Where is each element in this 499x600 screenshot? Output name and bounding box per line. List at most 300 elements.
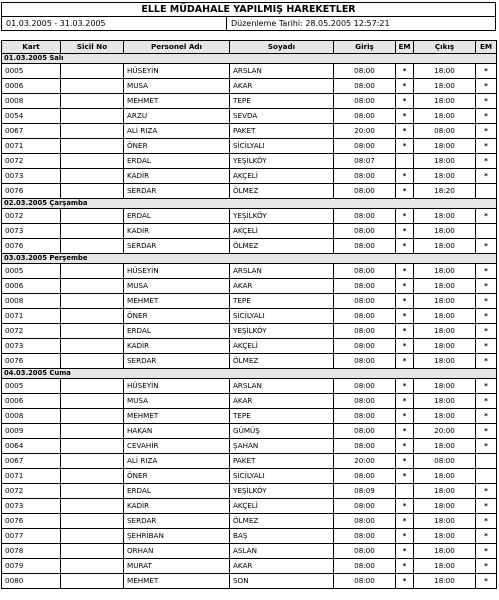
exit-em-mark: * xyxy=(476,154,497,169)
date-group-label: 04.03.2005 Cuma xyxy=(2,369,497,379)
sicil-cell xyxy=(61,79,124,94)
date-group-row xyxy=(2,369,497,379)
entry-time-cell: 08:00 xyxy=(334,424,396,439)
report-header xyxy=(1,16,496,31)
entry-em-mark: * xyxy=(396,394,414,409)
exit-time-cell: 18:00 xyxy=(414,209,476,224)
table-row xyxy=(2,379,497,394)
entry-time-cell: 08:00 xyxy=(334,439,396,454)
entry-em-mark: * xyxy=(396,529,414,544)
sicil-cell xyxy=(61,354,124,369)
entry-em-mark: * xyxy=(396,309,414,324)
table-row xyxy=(2,309,497,324)
exit-time-cell: 18:00 xyxy=(414,559,476,574)
name-cell: ŞEHRİBAN xyxy=(124,529,230,544)
exit-em-mark: * xyxy=(476,379,497,394)
col-soyadi: Soyadı xyxy=(230,41,334,54)
entry-em-mark: * xyxy=(396,139,414,154)
surname-cell: YEŞİLKÖY xyxy=(230,324,334,339)
table-row xyxy=(2,294,497,309)
table-row xyxy=(2,224,497,239)
entry-em-mark: * xyxy=(396,574,414,589)
surname-cell: PAKET xyxy=(230,124,334,139)
table-row xyxy=(2,279,497,294)
exit-time-cell: 18:00 xyxy=(414,409,476,424)
exit-time-cell: 18:00 xyxy=(414,514,476,529)
sicil-cell xyxy=(61,264,124,279)
kart-cell: 0072 xyxy=(2,484,61,499)
kart-cell: 0006 xyxy=(2,394,61,409)
table-row xyxy=(2,544,497,559)
table-row xyxy=(2,424,497,439)
entry-em-mark: * xyxy=(396,64,414,79)
sicil-cell xyxy=(61,469,124,484)
kart-cell: 0077 xyxy=(2,529,61,544)
date-group-label: 01.03.2005 Salı xyxy=(2,54,497,64)
exit-em-mark xyxy=(476,469,497,484)
entry-time-cell: 08:00 xyxy=(334,79,396,94)
exit-em-mark xyxy=(476,224,497,239)
exit-time-cell: 18:00 xyxy=(414,294,476,309)
table-row xyxy=(2,499,497,514)
kart-cell: 0072 xyxy=(2,154,61,169)
entry-em-mark: * xyxy=(396,439,414,454)
kart-cell: 0005 xyxy=(2,379,61,394)
entry-em-mark: * xyxy=(396,79,414,94)
sicil-cell xyxy=(61,224,124,239)
exit-time-cell: 18:00 xyxy=(414,309,476,324)
name-cell: MUSA xyxy=(124,394,230,409)
table-row xyxy=(2,484,497,499)
name-cell: ALİ RIZA xyxy=(124,454,230,469)
kart-cell: 0073 xyxy=(2,224,61,239)
entry-time-cell: 08:00 xyxy=(334,544,396,559)
surname-cell: AKÇELİ xyxy=(230,169,334,184)
entry-em-mark: * xyxy=(396,424,414,439)
name-cell: KADİR xyxy=(124,339,230,354)
exit-em-mark: * xyxy=(476,409,497,424)
surname-cell: PAKET xyxy=(230,454,334,469)
surname-cell: AKAR xyxy=(230,79,334,94)
kart-cell: 0078 xyxy=(2,544,61,559)
kart-cell: 0008 xyxy=(2,94,61,109)
kart-cell: 0006 xyxy=(2,279,61,294)
name-cell: MUSA xyxy=(124,279,230,294)
kart-cell: 0071 xyxy=(2,469,61,484)
surname-cell: SİCİLYALI xyxy=(230,139,334,154)
sicil-cell xyxy=(61,239,124,254)
kart-cell: 0080 xyxy=(2,574,61,589)
entry-time-cell: 08:00 xyxy=(334,354,396,369)
exit-time-cell: 18:00 xyxy=(414,324,476,339)
name-cell: HÜSEYİN xyxy=(124,64,230,79)
name-cell: ÖNER xyxy=(124,469,230,484)
entry-em-mark: * xyxy=(396,499,414,514)
table-row xyxy=(2,94,497,109)
entry-time-cell: 08:00 xyxy=(334,339,396,354)
edit-date: Düzenleme Tarihi: 28.05.2005 12:57:21 xyxy=(227,17,496,31)
entry-time-cell: 08:00 xyxy=(334,469,396,484)
entry-time-cell: 08:00 xyxy=(334,109,396,124)
exit-time-cell: 18:00 xyxy=(414,79,476,94)
surname-cell: ARSLAN xyxy=(230,64,334,79)
table-row xyxy=(2,394,497,409)
name-cell: ERDAL xyxy=(124,154,230,169)
exit-em-mark: * xyxy=(476,94,497,109)
kart-cell: 0076 xyxy=(2,239,61,254)
exit-time-cell: 18:00 xyxy=(414,64,476,79)
report xyxy=(1,2,496,589)
exit-time-cell: 18:20 xyxy=(414,184,476,199)
entry-time-cell: 08:00 xyxy=(334,499,396,514)
exit-time-cell: 18:00 xyxy=(414,279,476,294)
entry-em-mark: * xyxy=(396,224,414,239)
col-sicil-no: Sicil No xyxy=(61,41,124,54)
sicil-cell xyxy=(61,529,124,544)
table-row xyxy=(2,559,497,574)
entry-em-mark: * xyxy=(396,379,414,394)
sicil-cell xyxy=(61,439,124,454)
exit-em-mark: * xyxy=(476,169,497,184)
entry-em-mark: * xyxy=(396,184,414,199)
exit-time-cell: 18:00 xyxy=(414,354,476,369)
sicil-cell xyxy=(61,294,124,309)
exit-time-cell: 18:00 xyxy=(414,379,476,394)
exit-time-cell: 18:00 xyxy=(414,139,476,154)
name-cell: KADİR xyxy=(124,169,230,184)
sicil-cell xyxy=(61,64,124,79)
table-row xyxy=(2,239,497,254)
sicil-cell xyxy=(61,279,124,294)
name-cell: SERDAR xyxy=(124,184,230,199)
sicil-cell xyxy=(61,379,124,394)
entry-time-cell: 08:00 xyxy=(334,224,396,239)
entry-em-mark: * xyxy=(396,409,414,424)
exit-time-cell: 18:00 xyxy=(414,529,476,544)
date-group-label: 03.03.2005 Perşembe xyxy=(2,254,497,264)
exit-time-cell: 18:00 xyxy=(414,394,476,409)
exit-em-mark: * xyxy=(476,544,497,559)
table-row xyxy=(2,339,497,354)
entry-em-mark: * xyxy=(396,339,414,354)
entry-em-mark: * xyxy=(396,124,414,139)
exit-em-mark: * xyxy=(476,484,497,499)
exit-em-mark: * xyxy=(476,239,497,254)
col-giris: Giriş xyxy=(334,41,396,54)
surname-cell: TEPE xyxy=(230,94,334,109)
entry-em-mark xyxy=(396,484,414,499)
entry-time-cell: 20:00 xyxy=(334,454,396,469)
kart-cell: 0073 xyxy=(2,169,61,184)
kart-cell: 0076 xyxy=(2,354,61,369)
exit-em-mark: * xyxy=(476,109,497,124)
entry-time-cell: 08:00 xyxy=(334,239,396,254)
sicil-cell xyxy=(61,184,124,199)
table-row xyxy=(2,264,497,279)
sicil-cell xyxy=(61,109,124,124)
movements-table xyxy=(1,40,497,589)
name-cell: MURAT xyxy=(124,559,230,574)
sicil-cell xyxy=(61,124,124,139)
kart-cell: 0005 xyxy=(2,64,61,79)
surname-cell: ÖLMEZ xyxy=(230,184,334,199)
exit-em-mark xyxy=(476,454,497,469)
entry-time-cell: 08:00 xyxy=(334,279,396,294)
surname-cell: ÖLMEZ xyxy=(230,239,334,254)
name-cell: ÖNER xyxy=(124,309,230,324)
surname-cell: ASLAN xyxy=(230,544,334,559)
kart-cell: 0072 xyxy=(2,209,61,224)
exit-time-cell: 18:00 xyxy=(414,574,476,589)
surname-cell: ARSLAN xyxy=(230,264,334,279)
surname-cell: AKAR xyxy=(230,559,334,574)
surname-cell: AKAR xyxy=(230,279,334,294)
table-row xyxy=(2,184,497,199)
name-cell: ÖNER xyxy=(124,139,230,154)
name-cell: ARZU xyxy=(124,109,230,124)
surname-cell: YEŞİLKÖY xyxy=(230,154,334,169)
surname-cell: SON xyxy=(230,574,334,589)
surname-cell: YEŞİLKÖY xyxy=(230,484,334,499)
exit-time-cell: 18:00 xyxy=(414,499,476,514)
exit-time-cell: 08:00 xyxy=(414,454,476,469)
exit-em-mark: * xyxy=(476,394,497,409)
entry-time-cell: 08:00 xyxy=(334,379,396,394)
table-row xyxy=(2,409,497,424)
kart-cell: 0067 xyxy=(2,454,61,469)
kart-cell: 0076 xyxy=(2,184,61,199)
exit-em-mark: * xyxy=(476,64,497,79)
exit-time-cell: 18:00 xyxy=(414,94,476,109)
exit-time-cell: 18:00 xyxy=(414,339,476,354)
surname-cell: TEPE xyxy=(230,294,334,309)
name-cell: HÜSEYİN xyxy=(124,379,230,394)
col-personel-adi: Personel Adı xyxy=(124,41,230,54)
surname-cell: ARSLAN xyxy=(230,379,334,394)
surname-cell: ŞAHAN xyxy=(230,439,334,454)
sicil-cell xyxy=(61,484,124,499)
sicil-cell xyxy=(61,169,124,184)
table-row xyxy=(2,139,497,154)
entry-time-cell: 08:00 xyxy=(334,184,396,199)
table-row xyxy=(2,79,497,94)
name-cell: HAKAN xyxy=(124,424,230,439)
entry-em-mark: * xyxy=(396,469,414,484)
exit-time-cell: 18:00 xyxy=(414,439,476,454)
table-row xyxy=(2,209,497,224)
sicil-cell xyxy=(61,339,124,354)
exit-em-mark: * xyxy=(476,339,497,354)
exit-time-cell: 18:00 xyxy=(414,169,476,184)
entry-time-cell: 08:00 xyxy=(334,309,396,324)
entry-time-cell: 08:00 xyxy=(334,324,396,339)
entry-time-cell: 08:00 xyxy=(334,139,396,154)
surname-cell: AKÇELİ xyxy=(230,499,334,514)
exit-em-mark: * xyxy=(476,79,497,94)
surname-cell: ÖLMEZ xyxy=(230,514,334,529)
exit-em-mark: * xyxy=(476,499,497,514)
kart-cell: 0072 xyxy=(2,324,61,339)
entry-time-cell: 08:00 xyxy=(334,209,396,224)
entry-time-cell: 08:00 xyxy=(334,64,396,79)
name-cell: ERDAL xyxy=(124,484,230,499)
sicil-cell xyxy=(61,94,124,109)
entry-time-cell: 08:00 xyxy=(334,514,396,529)
entry-em-mark: * xyxy=(396,169,414,184)
sicil-cell xyxy=(61,394,124,409)
name-cell: SERDAR xyxy=(124,514,230,529)
entry-time-cell: 20:00 xyxy=(334,124,396,139)
surname-cell: ÖLMEZ xyxy=(230,354,334,369)
sicil-cell xyxy=(61,514,124,529)
entry-time-cell: 08:00 xyxy=(334,264,396,279)
name-cell: ORHAN xyxy=(124,544,230,559)
entry-time-cell: 08:00 xyxy=(334,574,396,589)
sicil-cell xyxy=(61,209,124,224)
kart-cell: 0005 xyxy=(2,264,61,279)
kart-cell: 0008 xyxy=(2,409,61,424)
entry-time-cell: 08:00 xyxy=(334,409,396,424)
name-cell: KADİR xyxy=(124,499,230,514)
sicil-cell xyxy=(61,139,124,154)
surname-cell: TEPE xyxy=(230,409,334,424)
name-cell: MEHMET xyxy=(124,294,230,309)
name-cell: ALİ RIZA xyxy=(124,124,230,139)
table-row xyxy=(2,169,497,184)
entry-em-mark: * xyxy=(396,454,414,469)
name-cell: SERDAR xyxy=(124,354,230,369)
exit-em-mark: * xyxy=(476,264,497,279)
entry-em-mark: * xyxy=(396,559,414,574)
exit-em-mark: * xyxy=(476,559,497,574)
kart-cell: 0008 xyxy=(2,294,61,309)
exit-time-cell: 18:00 xyxy=(414,264,476,279)
table-row xyxy=(2,109,497,124)
exit-em-mark: * xyxy=(476,139,497,154)
name-cell: MUSA xyxy=(124,79,230,94)
sicil-cell xyxy=(61,559,124,574)
table-row xyxy=(2,454,497,469)
exit-em-mark: * xyxy=(476,574,497,589)
table-row xyxy=(2,574,497,589)
name-cell: ERDAL xyxy=(124,209,230,224)
kart-cell: 0071 xyxy=(2,139,61,154)
exit-time-cell: 20:00 xyxy=(414,424,476,439)
exit-em-mark: * xyxy=(476,514,497,529)
exit-em-mark: * xyxy=(476,279,497,294)
date-group-row xyxy=(2,254,497,264)
name-cell: MEHMET xyxy=(124,94,230,109)
entry-em-mark: * xyxy=(396,264,414,279)
name-cell: SERDAR xyxy=(124,239,230,254)
surname-cell: SİCİLYALI xyxy=(230,309,334,324)
entry-time-cell: 08:00 xyxy=(334,94,396,109)
entry-em-mark: * xyxy=(396,209,414,224)
kart-cell: 0079 xyxy=(2,559,61,574)
exit-time-cell: 08:00 xyxy=(414,124,476,139)
name-cell: ERDAL xyxy=(124,324,230,339)
entry-em-mark: * xyxy=(396,354,414,369)
entry-em-mark: * xyxy=(396,239,414,254)
entry-time-cell: 08:00 xyxy=(334,294,396,309)
surname-cell: YEŞİLKÖY xyxy=(230,209,334,224)
name-cell: MEHMET xyxy=(124,409,230,424)
table-row xyxy=(2,529,497,544)
exit-time-cell: 18:00 xyxy=(414,154,476,169)
exit-em-mark: * xyxy=(476,309,497,324)
entry-time-cell: 08:09 xyxy=(334,484,396,499)
report-title: ELLE MÜDAHALE YAPILMIŞ HAREKETLER xyxy=(1,2,496,16)
entry-em-mark: * xyxy=(396,324,414,339)
table-row xyxy=(2,324,497,339)
date-group-label: 02.03.2005 Çarşamba xyxy=(2,199,497,209)
exit-time-cell: 18:00 xyxy=(414,109,476,124)
kart-cell: 0073 xyxy=(2,339,61,354)
entry-time-cell: 08:00 xyxy=(334,169,396,184)
entry-em-mark: * xyxy=(396,109,414,124)
exit-time-cell: 18:00 xyxy=(414,224,476,239)
exit-em-mark: * xyxy=(476,439,497,454)
sicil-cell xyxy=(61,324,124,339)
table-row xyxy=(2,354,497,369)
kart-cell: 0071 xyxy=(2,309,61,324)
entry-em-mark xyxy=(396,154,414,169)
col-em-in: EM xyxy=(396,41,414,54)
exit-em-mark: * xyxy=(476,354,497,369)
sicil-cell xyxy=(61,544,124,559)
kart-cell: 0076 xyxy=(2,514,61,529)
sicil-cell xyxy=(61,409,124,424)
entry-time-cell: 08:00 xyxy=(334,394,396,409)
date-group-row xyxy=(2,199,497,209)
table-row xyxy=(2,154,497,169)
exit-em-mark: * xyxy=(476,424,497,439)
entry-em-mark: * xyxy=(396,514,414,529)
exit-em-mark: * xyxy=(476,529,497,544)
date-group-row xyxy=(2,54,497,64)
entry-em-mark: * xyxy=(396,279,414,294)
date-range: 01.03.2005 - 31.03.2005 xyxy=(2,17,227,31)
entry-em-mark: * xyxy=(396,294,414,309)
sicil-cell xyxy=(61,499,124,514)
exit-time-cell: 18:00 xyxy=(414,484,476,499)
table-row xyxy=(2,124,497,139)
sicil-cell xyxy=(61,454,124,469)
kart-cell: 0054 xyxy=(2,109,61,124)
entry-em-mark: * xyxy=(396,544,414,559)
surname-cell: SEVDA xyxy=(230,109,334,124)
table-row xyxy=(2,469,497,484)
col-em-out: EM xyxy=(476,41,497,54)
exit-time-cell: 18:00 xyxy=(414,544,476,559)
entry-time-cell: 08:00 xyxy=(334,529,396,544)
sicil-cell xyxy=(61,574,124,589)
kart-cell: 0073 xyxy=(2,499,61,514)
exit-em-mark: * xyxy=(476,124,497,139)
sicil-cell xyxy=(61,424,124,439)
name-cell: KADİR xyxy=(124,224,230,239)
col-kart: Kart xyxy=(2,41,61,54)
table-row xyxy=(2,514,497,529)
surname-cell: AKAR xyxy=(230,394,334,409)
surname-cell: SİCİLYALI xyxy=(230,469,334,484)
kart-cell: 0067 xyxy=(2,124,61,139)
name-cell: MEHMET xyxy=(124,574,230,589)
surname-cell: GÜMÜŞ xyxy=(230,424,334,439)
table-header-row xyxy=(2,41,497,54)
exit-em-mark: * xyxy=(476,294,497,309)
sicil-cell xyxy=(61,309,124,324)
